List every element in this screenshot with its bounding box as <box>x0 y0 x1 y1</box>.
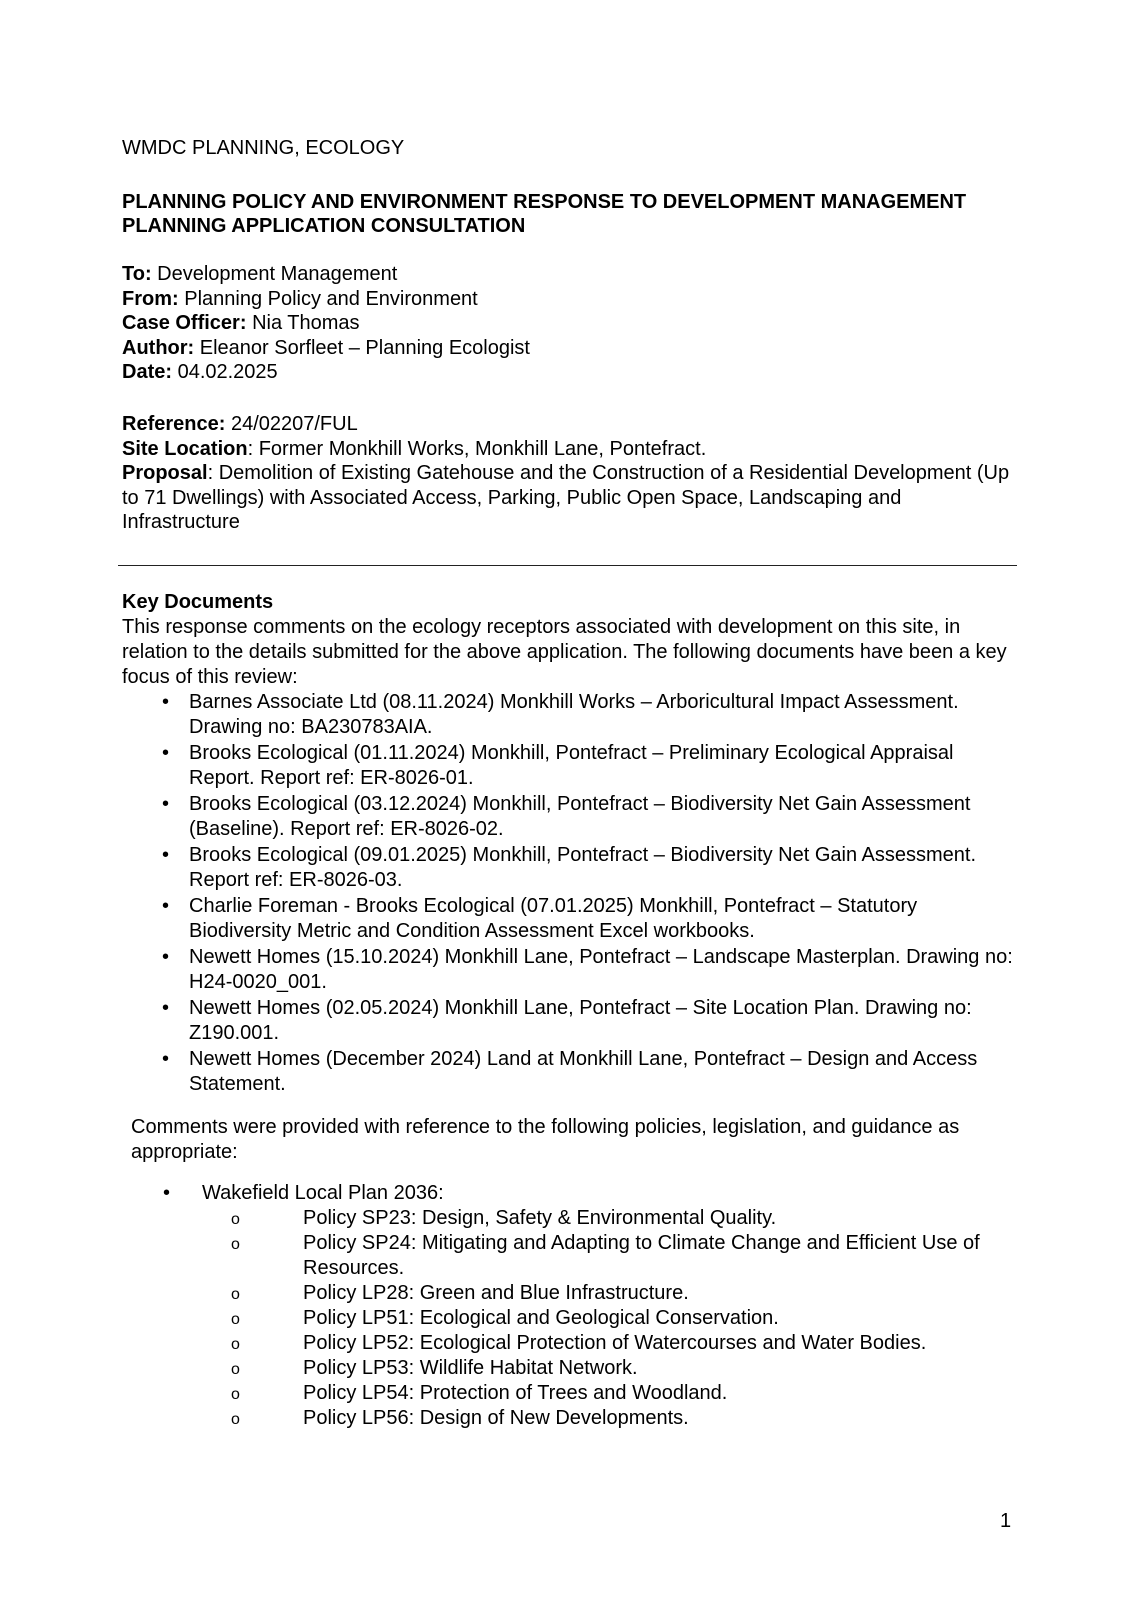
key-documents-intro: This response comments on the ecology receptors associated with development on this site, in relation to the details submitted for the above application. The following documents have been a key focus of this review: <box>122 616 1007 688</box>
document-text: Brooks Ecological (03.12.2024) Monkhill, Pontefract – Biodiversity Net Gain Assessment (Baseline). Report ref: ER-8026-02. <box>189 793 971 840</box>
key-documents-list <box>122 690 1022 1098</box>
list-item <box>131 1281 1021 1306</box>
bullet-icon: • <box>162 946 170 968</box>
bullet-icon: • <box>163 1182 171 1204</box>
document-text: Newett Homes (December 2024) Land at Monkhill Lane, Pontefract – Design and Access Statement. <box>189 1048 978 1095</box>
author-line <box>122 336 530 361</box>
key-documents-heading: Key Documents <box>122 591 274 613</box>
policy-text: Policy SP24: Mitigating and Adapting to Climate Change and Efficient Use of Resources. <box>303 1232 980 1279</box>
list-item <box>131 1406 1021 1431</box>
case-officer-line <box>122 311 530 336</box>
list-item <box>122 1047 1022 1097</box>
list-item <box>122 945 1022 995</box>
site-location-value: : Former Monkhill Works, Monkhill Lane, Pontefract. <box>247 437 707 460</box>
policy-text: Policy LP51: Ecological and Geological Conservation. <box>303 1307 779 1329</box>
document-text: Newett Homes (02.05.2024) Monkhill Lane, Pontefract – Site Location Plan. Drawing no: Z190.001. <box>189 997 972 1044</box>
reference-label: Reference: <box>122 413 226 435</box>
document-title: PLANNING POLICY AND ENVIRONMENT RESPONSE TO DEVELOPMENT MANAGEMENT PLANNING APPLICATION CONSULTATION <box>122 191 967 237</box>
author-value: Eleanor Sorfleet – Planning Ecologist <box>199 336 530 359</box>
document-text: Brooks Ecological (09.01.2025) Monkhill, Pontefract – Biodiversity Net Gain Assessment. Report ref: ER-8026-03. <box>189 844 977 891</box>
to-line <box>122 262 530 287</box>
list-item <box>122 843 1022 893</box>
list-item <box>122 792 1022 842</box>
comments-intro: Comments were provided with reference to the following policies, legislation, and guidance as appropriate: <box>131 1116 960 1163</box>
page-number: 1 <box>1000 1510 1012 1532</box>
date-label: Date: <box>122 361 173 383</box>
bullet-icon: • <box>162 997 170 1019</box>
from-line <box>122 287 530 312</box>
list-item <box>122 690 1022 740</box>
document-text: Newett Homes (15.10.2024) Monkhill Lane, Pontefract – Landscape Masterplan. Drawing no: H24-0020_001. <box>189 946 1013 993</box>
circle-bullet-icon: o <box>231 1286 240 1303</box>
circle-bullet-icon: o <box>231 1236 240 1253</box>
bullet-icon: • <box>162 844 170 866</box>
proposal-label: Proposal <box>122 462 208 484</box>
bullet-icon: • <box>162 691 170 713</box>
circle-bullet-icon: o <box>231 1211 240 1228</box>
department-heading: WMDC PLANNING, ECOLOGY <box>122 137 405 159</box>
policy-list <box>131 1206 1021 1431</box>
document-text: Charlie Foreman - Brooks Ecological (07.01.2025) Monkhill, Pontefract – Statutory Biodiversity Metric and Condition Assessment Excel workbooks. <box>189 895 918 942</box>
document-text: Barnes Associate Ltd (08.11.2024) Monkhill Works – Arboricultural Impact Assessment. Drawing no: BA230783AIA. <box>189 691 959 738</box>
list-item <box>131 1206 1021 1231</box>
list-item <box>131 1381 1021 1406</box>
list-item <box>122 894 1022 944</box>
policy-text: Policy SP23: Design, Safety & Environmental Quality. <box>303 1207 777 1229</box>
document-text: Brooks Ecological (01.11.2024) Monkhill, Pontefract – Preliminary Ecological Appraisal Report. Report ref: ER-8026-01. <box>189 742 954 789</box>
from-value: Planning Policy and Environment <box>184 287 478 310</box>
case-officer-label: Case Officer: <box>122 312 247 334</box>
circle-bullet-icon: o <box>231 1386 240 1403</box>
to-label: To: <box>122 263 152 285</box>
bullet-icon: • <box>162 1048 170 1070</box>
date-value: 04.02.2025 <box>177 361 278 383</box>
circle-bullet-icon: o <box>231 1411 240 1428</box>
circle-bullet-icon: o <box>231 1311 240 1328</box>
list-item <box>131 1356 1021 1381</box>
author-label: Author: <box>122 336 195 359</box>
horizontal-divider <box>118 565 1017 566</box>
application-details <box>122 412 1017 535</box>
from-label: From: <box>122 287 179 310</box>
site-location-label: Site Location <box>122 437 248 460</box>
bullet-icon: • <box>162 895 170 917</box>
bullet-icon: • <box>162 742 170 764</box>
proposal-line <box>122 461 1017 535</box>
list-item <box>122 996 1022 1046</box>
circle-bullet-icon: o <box>231 1361 240 1378</box>
reference-line <box>122 412 1017 437</box>
policy-text: Policy LP28: Green and Blue Infrastructure. <box>303 1282 689 1304</box>
memo-header <box>122 262 530 385</box>
bullet-icon: • <box>162 793 170 815</box>
site-location-line <box>122 437 1017 462</box>
policy-text: Policy LP53: Wildlife Habitat Network. <box>303 1357 638 1379</box>
date-line <box>122 360 530 385</box>
local-plan-label: Wakefield Local Plan 2036: <box>202 1182 444 1204</box>
policy-text: Policy LP52: Ecological Protection of Watercourses and Water Bodies. <box>303 1332 927 1354</box>
list-item <box>131 1306 1021 1331</box>
reference-value: 24/02207/FUL <box>230 413 358 435</box>
circle-bullet-icon: o <box>231 1336 240 1353</box>
list-item <box>131 1231 1021 1281</box>
list-item <box>122 741 1022 791</box>
list-item <box>131 1331 1021 1356</box>
case-officer-value: Nia Thomas <box>252 312 360 334</box>
policy-text: Policy LP54: Protection of Trees and Woodland. <box>303 1382 728 1404</box>
proposal-value: : Demolition of Existing Gatehouse and the Construction of a Residential Development (Up to 71 Dwellings) with Associated Access, Parking, Public Open Space, Landscaping and Infrastructure <box>122 462 1010 533</box>
to-value: Development Management <box>157 263 398 285</box>
policy-text: Policy LP56: Design of New Developments. <box>303 1407 689 1429</box>
